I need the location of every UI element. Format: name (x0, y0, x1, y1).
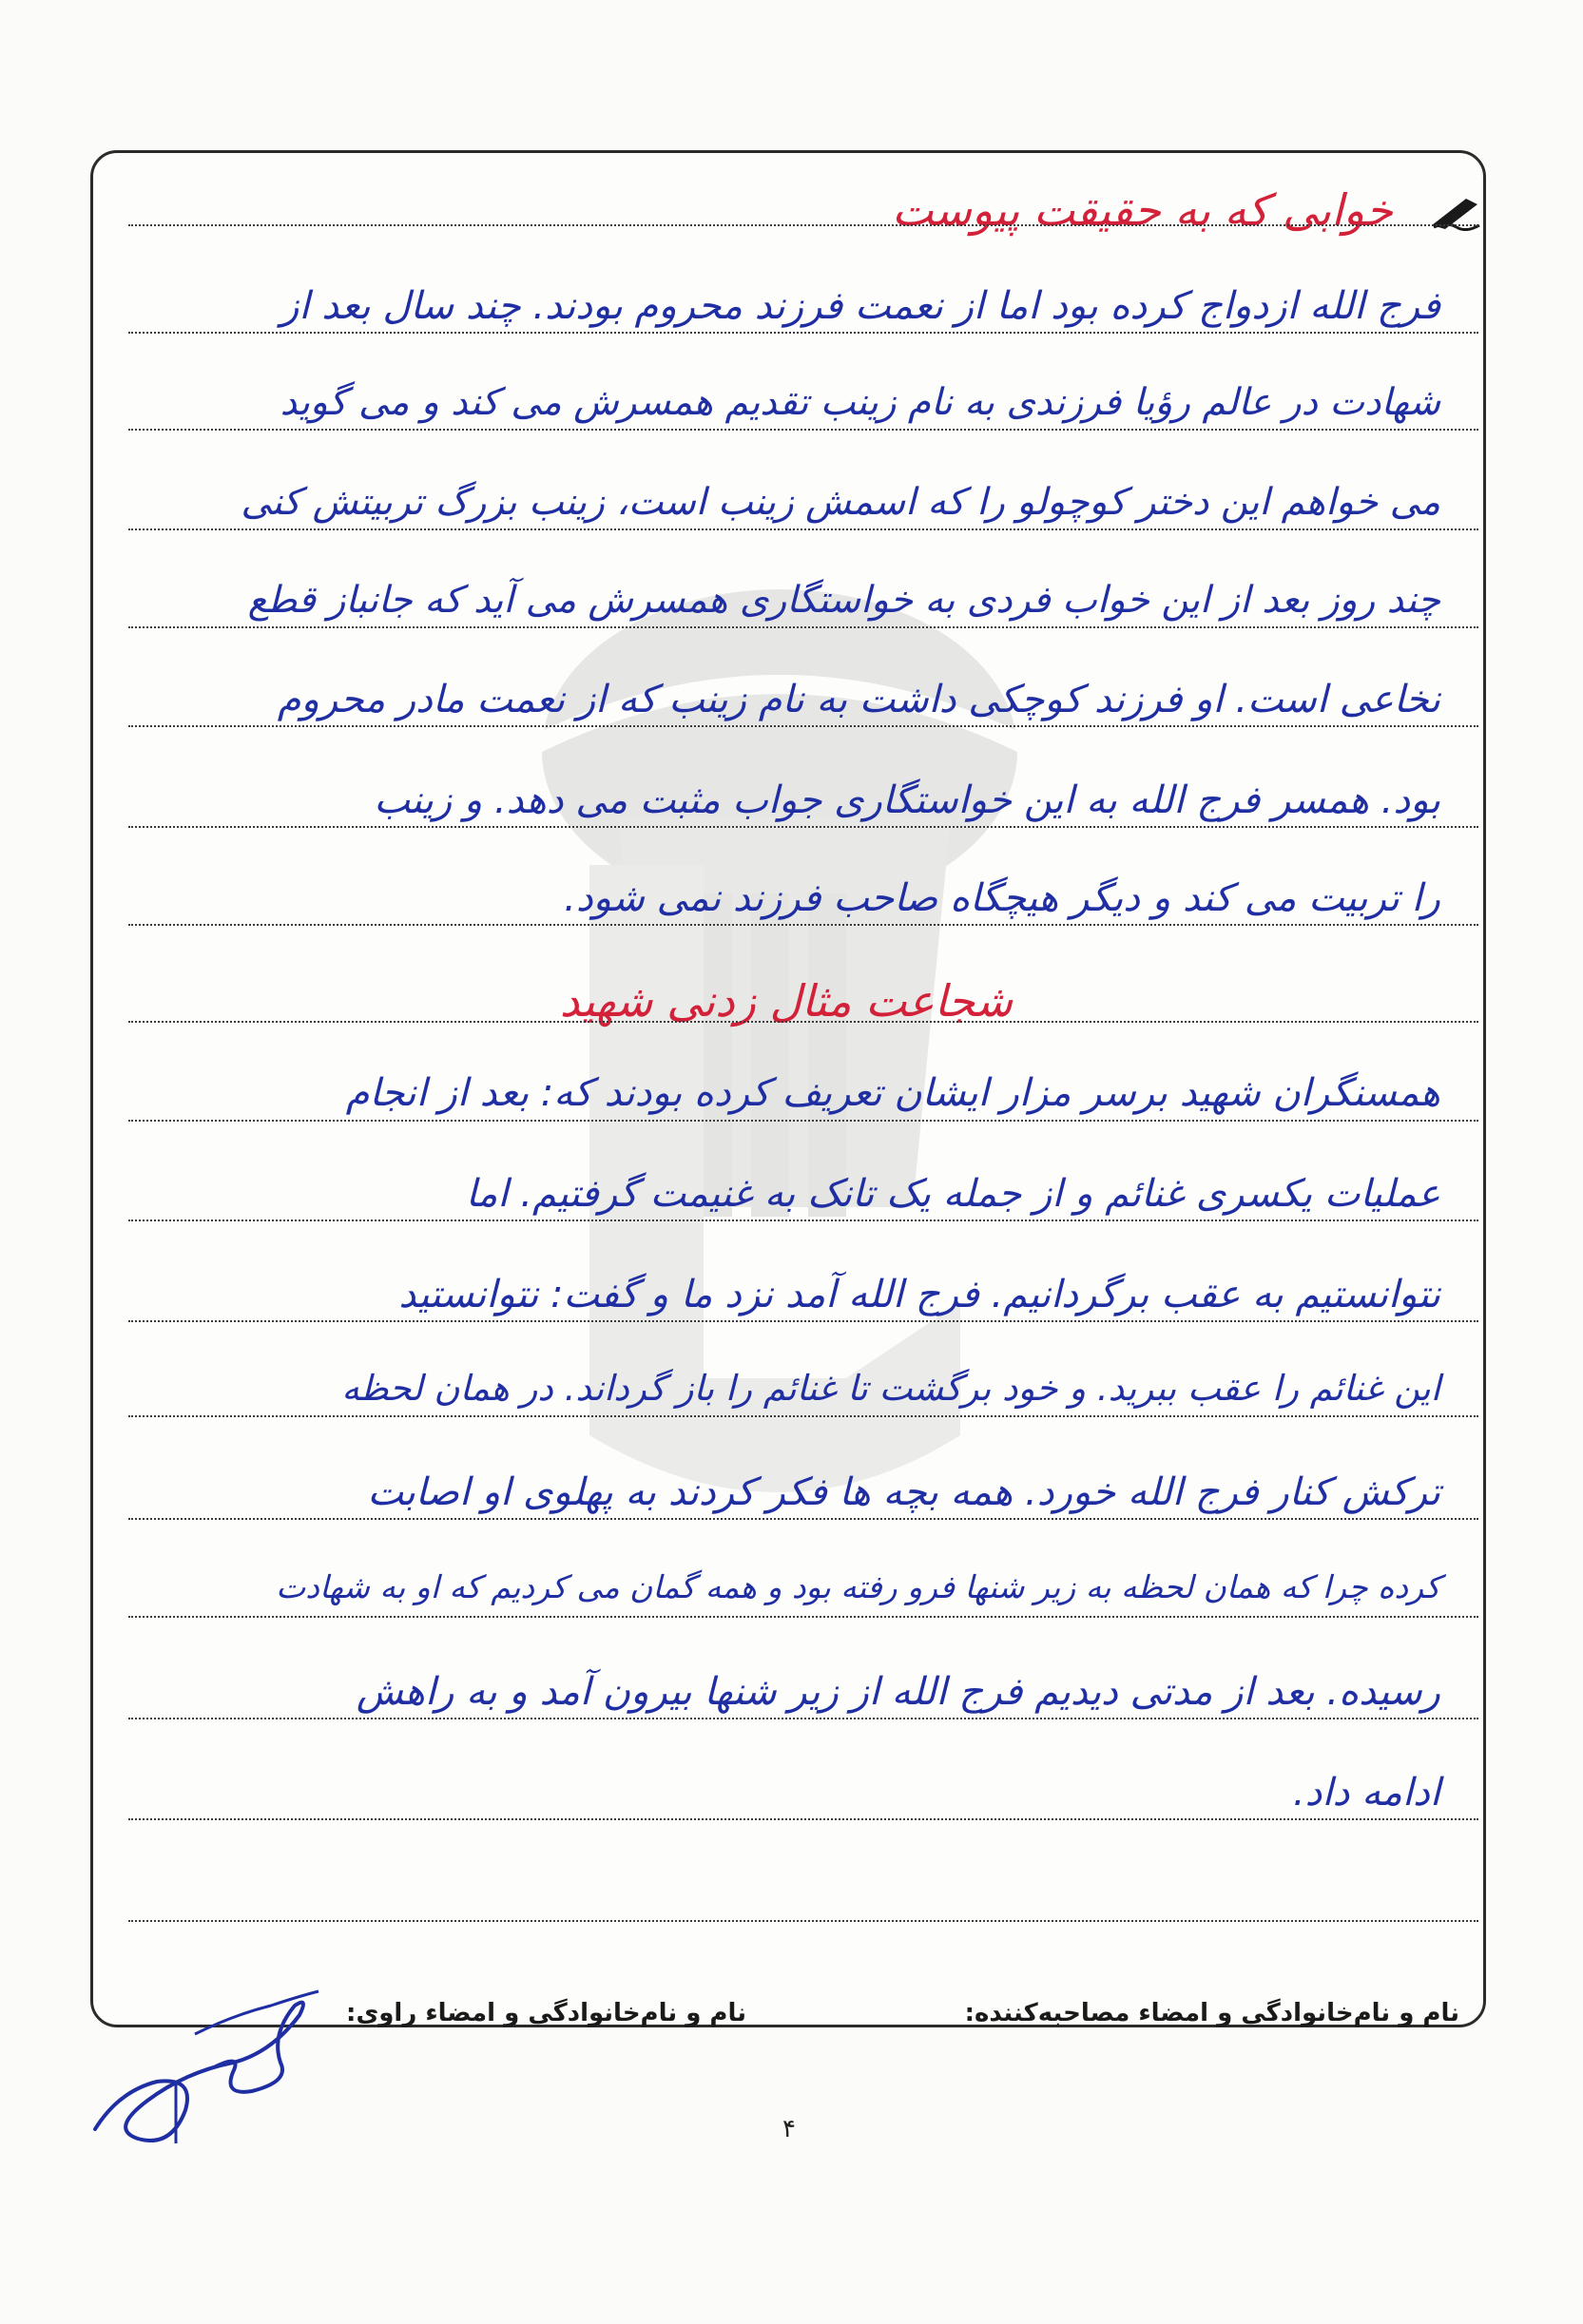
ruled-line (128, 528, 1478, 530)
narrator-signature-label: نام و نام‌خانوادگی و امضاء راوی: (346, 1999, 746, 2027)
handwritten-line: نخاعی است. او فرزند کوچکی داشت به نام زینب که از نعمت مادر محروم (277, 678, 1440, 721)
handwritten-line: رسیده. بعد از مدتی دیدیم فرج الله از زیر شنها بیرون آمد و به راهش (356, 1670, 1440, 1714)
handwritten-line: شهادت در عالم رؤیا فرزندی به نام زینب تقدیم همسرش می کند و می گوید (280, 381, 1440, 424)
red-heading-dream: خوابی که به حقیقت پیوست (892, 184, 1393, 236)
ruled-line (128, 1920, 1478, 1922)
ruled-line (128, 1518, 1478, 1520)
ruled-line (128, 1415, 1478, 1417)
handwritten-line: را تربیت می کند و دیگر هیچگاه صاحب فرزند نمی شود. (564, 876, 1440, 920)
ruled-line (128, 429, 1478, 431)
ruled-line (128, 626, 1478, 628)
ruled-line (128, 924, 1478, 926)
handwritten-line: کرده چرا که همان لحظه به زیر شنها فرو رفته بود و همه گمان می کردیم که او به شهادت (276, 1568, 1440, 1605)
ruled-line (128, 224, 1478, 226)
signature-drawing (81, 1977, 338, 2167)
ruled-line (128, 1120, 1478, 1122)
interviewer-signature-label: نام و نام‌خانوادگی و امضاء مصاحبه‌کننده: (964, 1999, 1459, 2027)
ruled-line (128, 1718, 1478, 1719)
handwritten-line: ادامه داد. (1292, 1771, 1440, 1815)
handwritten-line: می خواهم این دختر کوچولو را که اسمش زینب است، زینب بزرگ تربیتش کنی (241, 481, 1440, 524)
ruled-line (128, 1818, 1478, 1820)
ruled-line (128, 725, 1478, 727)
red-heading-courage: شجاعت مثال زدنی شهید (559, 975, 1013, 1027)
ruled-line (128, 1616, 1478, 1618)
handwritten-line: همسنگران شهید برسر مزار ایشان تعریف کرده بودند که: بعد از انجام (345, 1071, 1440, 1115)
handwritten-line: چند روز بعد از این خواب فردی به خواستگاری همسرش می آید که جانباز قطع (247, 579, 1440, 622)
ruled-line (128, 332, 1478, 334)
ruled-line (128, 826, 1478, 828)
ruled-line (128, 1021, 1478, 1023)
ruled-line (128, 1220, 1478, 1221)
ruled-line (128, 1320, 1478, 1322)
handwritten-line: ترکش کنار فرج الله خورد. همه بچه ها فکر کردند به پهلوی او اصابت (367, 1470, 1440, 1514)
handwritten-line: نتوانستیم به عقب برگردانیم. فرج الله آمد نزد ما و گفت: نتوانستید (398, 1273, 1440, 1316)
handwritten-line: فرج الله ازدواج کرده بود اما از نعمت فرزند محروم بودند. چند سال بعد از (280, 284, 1440, 328)
page-number: ۴ (782, 2115, 796, 2143)
handwritten-line: عملیات یکسری غنائم و از جمله یک تانک به غنیمت گرفتیم. اما (465, 1172, 1440, 1216)
handwritten-line: بود. همسر فرج الله به این خواستگاری جواب مثبت می دهد. و زینب (374, 778, 1440, 822)
handwritten-line: این غنائم را عقب ببرید. و خود برگشت تا غنائم را باز گرداند. در همان لحظه (341, 1368, 1440, 1409)
